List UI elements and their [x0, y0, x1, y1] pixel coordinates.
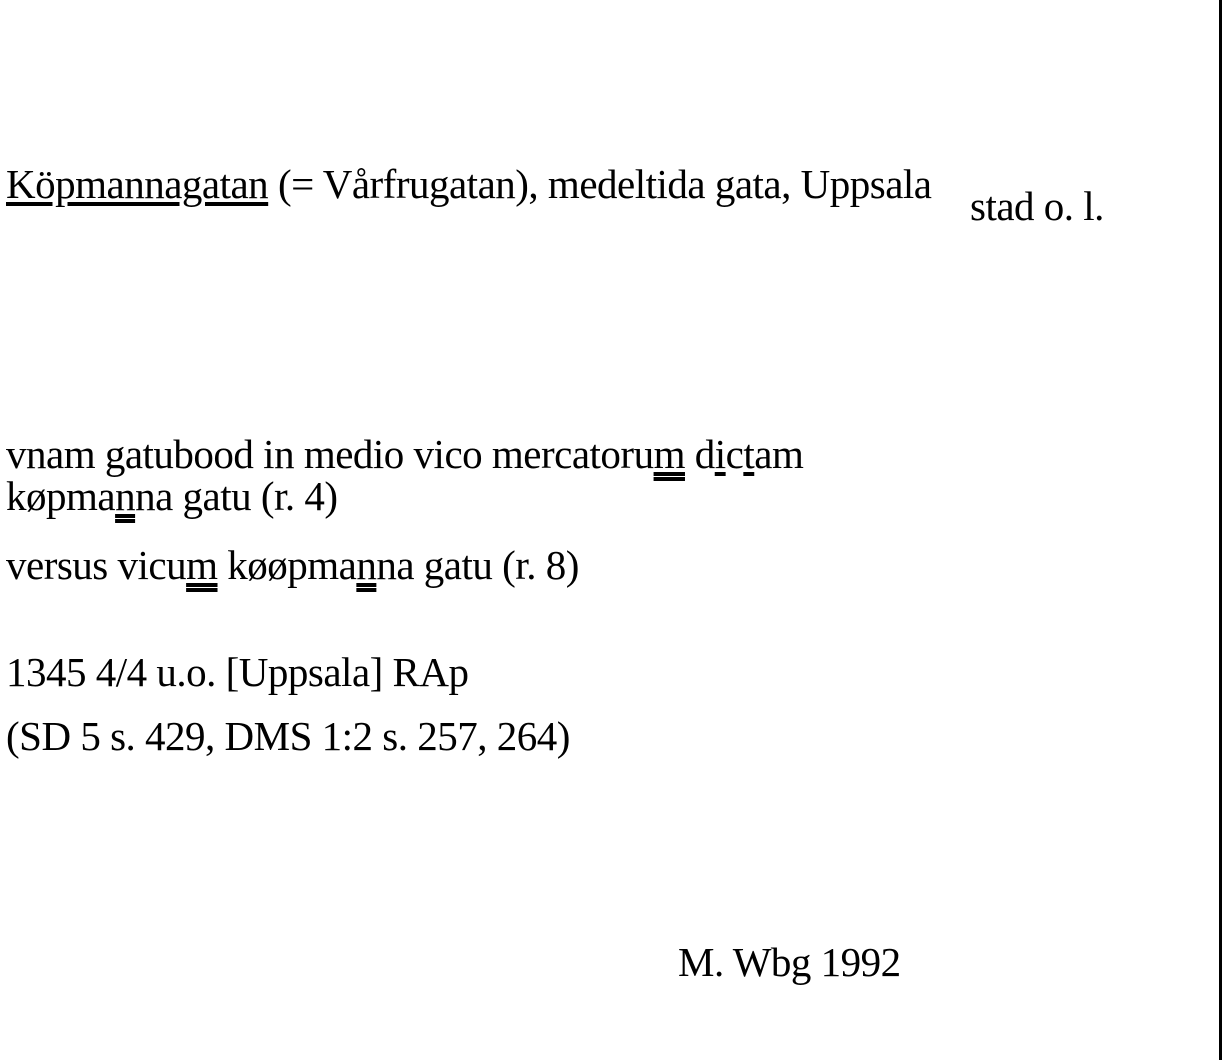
heading-description: (= Vårfrugatan), medeltida gata, Uppsala: [268, 161, 932, 207]
quote-text: na gatu (r. 4): [135, 473, 338, 519]
quote-text: køøpma: [217, 542, 357, 588]
abbreviation-mark: n: [356, 542, 377, 588]
quote-text: na gatu (r. 8): [376, 542, 579, 588]
abbreviation-mark: m: [653, 431, 685, 477]
source-references: (SD 5 s. 429, DMS 1:2 s. 257, 264): [6, 713, 570, 759]
street-name: Köpmannagatan: [6, 161, 269, 207]
abbreviation-mark: m: [186, 542, 218, 588]
abbreviation-mark: i: [714, 431, 726, 477]
abbreviation-mark: n: [115, 473, 136, 519]
quote-text: c: [725, 431, 744, 477]
abbreviation-mark: t: [743, 431, 755, 477]
signature: M. Wbg 1992: [678, 939, 901, 985]
dating-line: 1345 4/4 u.o. [Uppsala] RAp: [6, 649, 469, 695]
quote-text: d: [684, 431, 715, 477]
quote-text: am: [754, 431, 804, 477]
quote-text: versus vicu: [6, 542, 187, 588]
quote-text: vnam gatubood in medio vico mercatoru: [6, 431, 654, 477]
quote-line-2: [6, 472, 338, 520]
quote-line-1: [6, 430, 803, 478]
card-heading-continuation: stad o. l.: [970, 183, 1104, 229]
quote-text: køpma: [6, 473, 116, 519]
card-heading: [6, 160, 931, 208]
quote-line-3: [6, 541, 579, 589]
card-edge-line: [1219, 0, 1222, 1060]
